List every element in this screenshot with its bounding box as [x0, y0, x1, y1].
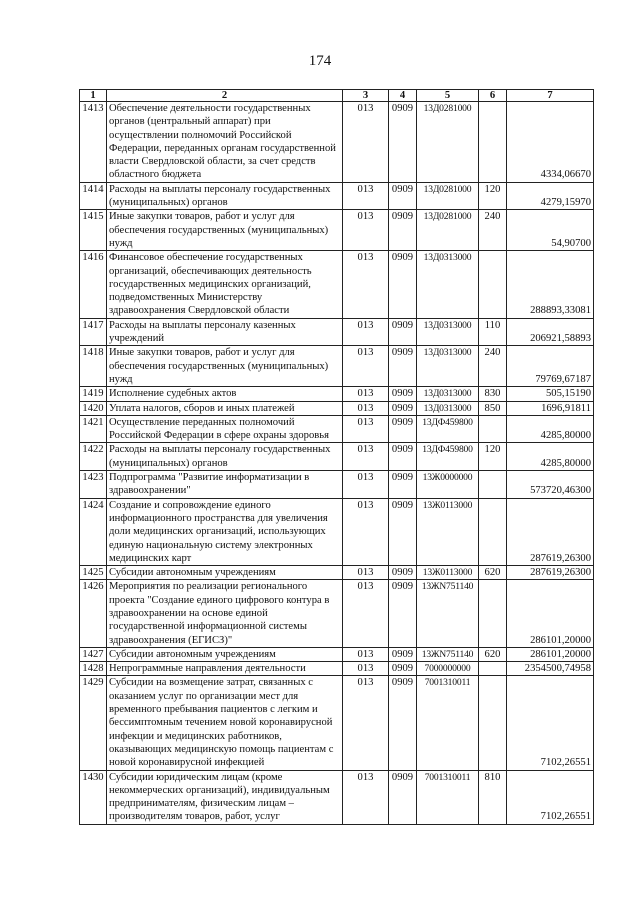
- ministry-code: 013: [343, 770, 389, 824]
- expense-name: Подпрограмма "Развитие информатизации в здравоохранении": [107, 471, 343, 499]
- table-row: [80, 251, 594, 318]
- amount: 206921,58893: [507, 318, 594, 346]
- section-code: 0909: [389, 471, 417, 499]
- target-article-code: 7001310011: [417, 770, 479, 824]
- expense-type-code: [479, 251, 507, 318]
- row-number: 1416: [80, 251, 107, 318]
- expense-name: Расходы на выплаты персоналу государственных (муниципальных) органов: [107, 443, 343, 471]
- row-number: 1426: [80, 580, 107, 647]
- table-row: [80, 210, 594, 251]
- expense-name: Расходы на выплаты персоналу государственных (муниципальных) органов: [107, 182, 343, 210]
- section-code: 0909: [389, 676, 417, 770]
- ministry-code: 013: [343, 580, 389, 647]
- amount: 7102,26551: [507, 770, 594, 824]
- target-article-code: 13ДФ459800: [417, 415, 479, 443]
- target-article-code: 13Д0281000: [417, 182, 479, 210]
- table-row: [80, 647, 594, 661]
- amount: 287619,26300: [507, 566, 594, 580]
- table-row: [80, 415, 594, 443]
- table-row: [80, 346, 594, 387]
- amount: 2354500,74958: [507, 662, 594, 676]
- column-header: 1: [80, 90, 107, 102]
- amount: 286101,20000: [507, 647, 594, 661]
- table-row: [80, 676, 594, 770]
- row-number: 1424: [80, 498, 107, 565]
- table-row: [80, 580, 594, 647]
- page-number: 174: [308, 53, 332, 69]
- table-row: [80, 471, 594, 499]
- expense-name: Исполнение судебных актов: [107, 387, 343, 401]
- table-row: [80, 566, 594, 580]
- row-number: 1429: [80, 676, 107, 770]
- expense-name: Мероприятия по реализации регионального проекта "Создание единого цифрового контура в здравоохранении на основе единой государственной информационной системы здравоохранения (ЕГИСЗ)": [107, 580, 343, 647]
- target-article-code: 13Ж0000000: [417, 471, 479, 499]
- expense-name: Субсидии автономным учреждениям: [107, 566, 343, 580]
- section-code: 0909: [389, 182, 417, 210]
- section-code: 0909: [389, 401, 417, 415]
- target-article-code: 13Ж0113000: [417, 498, 479, 565]
- amount: 7102,26551: [507, 676, 594, 770]
- target-article-code: 13Д0313000: [417, 318, 479, 346]
- target-article-code: 13ЖN751140: [417, 580, 479, 647]
- row-number: 1418: [80, 346, 107, 387]
- expense-name: Субсидии автономным учреждениям: [107, 647, 343, 661]
- target-article-code: 13Ж0113000: [417, 566, 479, 580]
- expense-type-code: [479, 415, 507, 443]
- target-article-code: 13Д0281000: [417, 102, 479, 183]
- expense-type-code: [479, 580, 507, 647]
- row-number: 1417: [80, 318, 107, 346]
- row-number: 1413: [80, 102, 107, 183]
- ministry-code: 013: [343, 102, 389, 183]
- target-article-code: 13ДФ459800: [417, 443, 479, 471]
- amount: 287619,26300: [507, 498, 594, 565]
- amount: 288893,33081: [507, 251, 594, 318]
- section-code: 0909: [389, 662, 417, 676]
- target-article-code: 13Д0281000: [417, 210, 479, 251]
- expense-type-code: 620: [479, 566, 507, 580]
- expense-type-code: [479, 662, 507, 676]
- amount: 573720,46300: [507, 471, 594, 499]
- expense-name: Непрограммные направления деятельности: [107, 662, 343, 676]
- table-row: [80, 401, 594, 415]
- target-article-code: 7000000000: [417, 662, 479, 676]
- ministry-code: 013: [343, 471, 389, 499]
- expense-name: Обеспечение деятельности государственных органов (центральный аппарат) при осуществлении полномочий Российской Федерации, переданных органам государственной власти Свердловской области, за счет средств областного бюджета: [107, 102, 343, 183]
- section-code: 0909: [389, 770, 417, 824]
- expense-name: Уплата налогов, сборов и иных платежей: [107, 401, 343, 415]
- expense-name: Иные закупки товаров, работ и услуг для обеспечения государственных (муниципальных) нужд: [107, 346, 343, 387]
- table-row: [80, 387, 594, 401]
- amount: 54,90700: [507, 210, 594, 251]
- row-number: 1421: [80, 415, 107, 443]
- column-header-row: [80, 90, 594, 102]
- table-body: [80, 102, 594, 825]
- target-article-code: 7001310011: [417, 676, 479, 770]
- section-code: 0909: [389, 346, 417, 387]
- row-number: 1415: [80, 210, 107, 251]
- row-number: 1414: [80, 182, 107, 210]
- expense-name: Создание и сопровождение единого информационного пространства для увеличения доли медицинских организаций, использующих единую национальную систему электронных медицинских карт: [107, 498, 343, 565]
- column-header: 2: [107, 90, 343, 102]
- amount: 4285,80000: [507, 415, 594, 443]
- ministry-code: 013: [343, 182, 389, 210]
- ministry-code: 013: [343, 662, 389, 676]
- ministry-code: 013: [343, 443, 389, 471]
- ministry-code: 013: [343, 346, 389, 387]
- expense-name: Иные закупки товаров, работ и услуг для обеспечения государственных (муниципальных) нужд: [107, 210, 343, 251]
- row-number: 1422: [80, 443, 107, 471]
- row-number: 1423: [80, 471, 107, 499]
- section-code: 0909: [389, 498, 417, 565]
- table-row: [80, 498, 594, 565]
- amount: 505,15190: [507, 387, 594, 401]
- target-article-code: 13ЖN751140: [417, 647, 479, 661]
- expense-type-code: [479, 471, 507, 499]
- column-header: 7: [507, 90, 594, 102]
- expense-type-code: 240: [479, 210, 507, 251]
- table-row: [80, 443, 594, 471]
- section-code: 0909: [389, 580, 417, 647]
- table-row: [80, 770, 594, 824]
- expense-type-code: 810: [479, 770, 507, 824]
- amount: 4285,80000: [507, 443, 594, 471]
- ministry-code: 013: [343, 318, 389, 346]
- row-number: 1427: [80, 647, 107, 661]
- table-row: [80, 102, 594, 183]
- row-number: 1419: [80, 387, 107, 401]
- amount: 4334,06670: [507, 102, 594, 183]
- amount: 286101,20000: [507, 580, 594, 647]
- amount: 79769,67187: [507, 346, 594, 387]
- section-code: 0909: [389, 318, 417, 346]
- section-code: 0909: [389, 102, 417, 183]
- expense-type-code: 830: [479, 387, 507, 401]
- expense-type-code: [479, 102, 507, 183]
- ministry-code: 013: [343, 415, 389, 443]
- column-header: 4: [389, 90, 417, 102]
- expense-type-code: 120: [479, 443, 507, 471]
- section-code: 0909: [389, 251, 417, 318]
- ministry-code: 013: [343, 566, 389, 580]
- amount: 1696,91811: [507, 401, 594, 415]
- column-header: 5: [417, 90, 479, 102]
- amount: 4279,15970: [507, 182, 594, 210]
- section-code: 0909: [389, 415, 417, 443]
- expense-name: Субсидии на возмещение затрат, связанных с оказанием услуг по организации мест для временного пребывания пациентов с легким и бессимптомным течением новой коронавирусной инфекции и медицинских работников, оказывающих медицинскую помощь пациентам с новой коронавирусной инфекцией: [107, 676, 343, 770]
- ministry-code: 013: [343, 647, 389, 661]
- table-row: [80, 182, 594, 210]
- table-row: [80, 318, 594, 346]
- row-number: 1430: [80, 770, 107, 824]
- expense-type-code: 850: [479, 401, 507, 415]
- ministry-code: 013: [343, 676, 389, 770]
- ministry-code: 013: [343, 251, 389, 318]
- expense-type-code: 620: [479, 647, 507, 661]
- table-row: [80, 662, 594, 676]
- expense-type-code: 240: [479, 346, 507, 387]
- target-article-code: 13Д0313000: [417, 346, 479, 387]
- row-number: 1420: [80, 401, 107, 415]
- expense-type-code: [479, 676, 507, 770]
- column-header: 3: [343, 90, 389, 102]
- target-article-code: 13Д0313000: [417, 251, 479, 318]
- ministry-code: 013: [343, 498, 389, 565]
- section-code: 0909: [389, 443, 417, 471]
- column-header: 6: [479, 90, 507, 102]
- section-code: 0909: [389, 387, 417, 401]
- target-article-code: 13Д0313000: [417, 401, 479, 415]
- ministry-code: 013: [343, 401, 389, 415]
- target-article-code: 13Д0313000: [417, 387, 479, 401]
- row-number: 1428: [80, 662, 107, 676]
- expense-type-code: [479, 498, 507, 565]
- section-code: 0909: [389, 210, 417, 251]
- expense-name: Осуществление переданных полномочий Российской Федерации в сфере охраны здоровья: [107, 415, 343, 443]
- budget-table: [79, 89, 594, 825]
- row-number: 1425: [80, 566, 107, 580]
- expense-name: Финансовое обеспечение государственных организаций, обеспечивающих деятельность государственных медицинских организаций, подведомственных Министерству здравоохранения Свердловской области: [107, 251, 343, 318]
- section-code: 0909: [389, 647, 417, 661]
- expense-type-code: 110: [479, 318, 507, 346]
- section-code: 0909: [389, 566, 417, 580]
- ministry-code: 013: [343, 210, 389, 251]
- expense-name: Расходы на выплаты персоналу казенных учреждений: [107, 318, 343, 346]
- expense-name: Субсидии юридическим лицам (кроме некоммерческих организаций), индивидуальным предпринимателям, физическим лицам – производителям товаров, работ, услуг: [107, 770, 343, 824]
- ministry-code: 013: [343, 387, 389, 401]
- expense-type-code: 120: [479, 182, 507, 210]
